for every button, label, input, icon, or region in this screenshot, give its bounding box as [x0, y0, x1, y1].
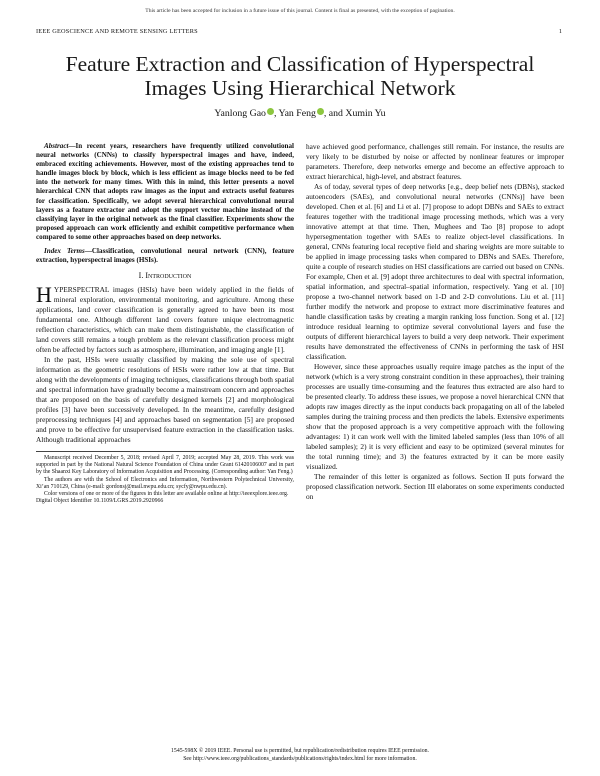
paper-title: Feature Extraction and Classification of Hyperspectral Images Using Hierarchical Network: [65, 52, 535, 100]
author-name: and Xumin Yu: [328, 108, 386, 119]
orcid-icon[interactable]: [317, 108, 324, 115]
acceptance-notice: This article has been accepted for inclusion in a future issue of this journal. Content is final as presented, with the exception of pagination.: [145, 8, 455, 14]
body-paragraph: As of today, several types of deep networks [e.g., deep belief nets (DBNs), stacked autoencoders (SAEs), and convolutional neural networks (CNNs)] have been developed. Chen et al. [6] and Li et al. [7] propose to adopt DBNs and SAEs to extract features together with the traditional image processing methods, which was a very innovative attempt at that time. Then, Mughees and Tao [8] propose to adopt hypersegmentation together with SAEs to realize object-level classifications. In general, CNNs featuring local receptive field and sharing weights are more suitable to be applied in image processing tasks when compared to DBNs and SAEs. Therefore, quite a couple of research studies on HSI classifications are carried out based on CNNs. For example, Chen et al. [9] adopt three architectures to deal with spectral information, spatial information, and spectral–spatial information, respectively. Yang et al. [10] propose a two-channel network based on 1-D and 2-D convolutions. Liu et al. [11] further modify the network and propose to extract more discriminative features and handle classification tasks by creating a margin ranking loss function. Song et al. [12] introduce residual learning to optimize several convolutional layers and fuse the outputs of different hierarchical layers to build a very deep network. Their experiment results have demonstrated the effectiveness of CNNs in performing the task of HSI classification.: [306, 182, 564, 361]
footnote: Manuscript received December 5, 2018; revised April 7, 2019; accepted May 28, 2019. This work was supported in part by the National Natural Science Foundation of China under Grant 61420106007 and in part by the Shaanxi Key Laboratory of Information Acquisition and Processing. (Corresponding author: Yan Feng.): [36, 455, 294, 476]
running-head: IEEE GEOSCIENCE AND REMOTE SENSING LETTERS: [36, 28, 198, 35]
footnote: Color versions of one or more of the figures in this letter are available online at http://ieeexplore.ieee.org.: [44, 490, 289, 497]
body-paragraph: However, since these approaches usually require image patches as the input of the network (which is a very strong constraint condition in these approaches), their training processes are usually time-consuming and the features thus extracted are also hard to be presented clearly. To address these issues, we propose a novel hierarchical CNN that adopts raw images directly as the input conducts back propagating on all of the labeled samples during the training process and then predicts the labels. Extensive experiments show that the proposed approach is a very competitive approach with the following advantages: 1) it can work well with the limited labeled samples (less than 10% of all labeled samples); 2) it is very efficient and easy to be optimized (several minutes for the total running time); and 3) the features extracted by it can be more easily visualized.: [306, 362, 564, 471]
footnote-divider: [36, 451, 294, 452]
author-name: Yan Feng: [278, 108, 316, 119]
orcid-icon[interactable]: [267, 108, 274, 115]
body-paragraph: have achieved good performance, challenges still remain. For instance, the results are very likely to be disturbed by noise or affected by nonlinear features or improper parameters. Therefore, deep networks emerge and become an effective approach to extract hierarchical, high-level, and abstract features.: [306, 142, 564, 181]
abstract: Abstract—In recent years, researchers have frequently utilized convolutional neural networks (CNNs) to classify hyperspectral images and have, indeed, embraced exciting achievements. However, most of the existing approaches tend to handle images block by block, which is less efficient as image blocks need to be fed into the network for many times. With this in mind, this letter presents a novel hierarchical CNN that adopts raw images as the input and extracts useful features for classification. Specifically, we adopt several hierarchical convolutional neural layers as a feature extractor and adopt the support vector machine instead of the classifying layer in the original network as the final classifier. Experiments show the proposed approach can work efficiently and exhibit competitive performance when compared to some other approaches based on deep networks.: [36, 142, 294, 241]
intro-paragraph: In the past, HSIs were usually classified by making the sole use of spectral information as the geometric resolutions of HSIs were rather low at that time. But along with the developments of imaging techniques, classifications through both spatial and spectral information have gradually become a mainstream concern and approaches that are proposed on the basis of carefully designed kernels [2] and morphological profiles [3] have been successively developed. In the meantime, carefully designed preprocessing techniques [4] and approaches based on segmentation [5] are proposed and prove to be effective for unsupervised feature extraction in the classification tasks. Although traditional approaches: [36, 355, 294, 445]
index-terms: Index Terms—Classification, convolutional neural network (CNN), feature extraction, hyperspectral images (HSIs).: [36, 247, 295, 265]
footnote: The authors are with the School of Electronics and Information, Northwestern Polytechnical University, Xi’an 710129, China (e-mail: gordonsj@mail.nwpu.edu.cn; sycfy@nwpu.edu.cn).: [36, 476, 294, 490]
footnote-doi: Digital Object Identifier 10.1109/LGRS.2019.2920966: [36, 497, 164, 504]
drop-cap: H: [36, 282, 52, 308]
body-paragraph: The remainder of this letter is organized as follows. Section II puts forward the proposed classification network. Section III elaborates on some experiments conducted on: [306, 472, 564, 501]
intro-paragraph: HYPERSPECTRAL images (HSIs) have been widely applied in the fields of mineral exploration, environmental monitoring, and agriculture. Among these applications, land cover classification is generally agreed to have been its most fundamental one. Although different land covers feature unique electromagnetic reflection characteristics, which can make them distinguishable, the classification of land covers still remains a tough problem as the relevant classification process might often be affected by factors such as atmosphere, illumination, and imaging angle [1].: [36, 282, 294, 355]
left-column: [36, 142, 294, 505]
author-line: Yanlong Gao , Yan Feng , and Xumin Yu: [214, 108, 386, 119]
right-column: [306, 142, 564, 502]
author-name: Yanlong Gao: [214, 108, 266, 119]
page-number: 1: [558, 28, 562, 35]
section-heading: I. Introduction: [138, 271, 192, 281]
copyright-notice: 1545-598X © 2019 IEEE. Personal use is permitted, but republication/redistribution requires IEEE permission. See http://www.ieee.org/publications_standards/publications/rights/index.html for more information.: [171, 748, 429, 762]
